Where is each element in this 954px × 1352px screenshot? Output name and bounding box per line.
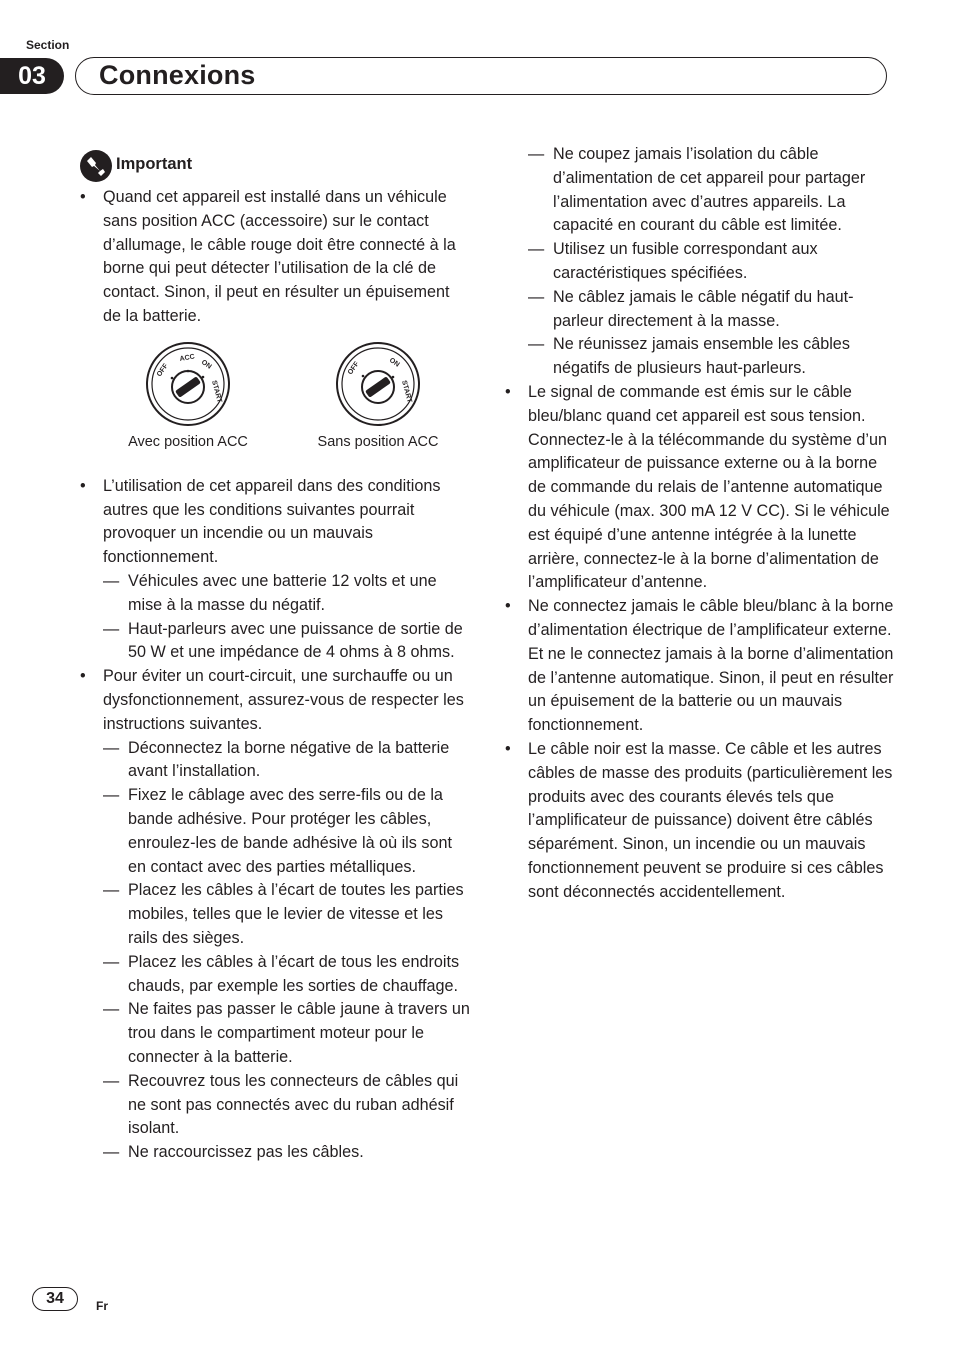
sub-list-item: — Ne câblez jamais le câble négatif du haut-parleur directement à la masse. — [528, 286, 895, 334]
list-item: • Le signal de commande est émis sur le câble bleu/blanc quand cet appareil est sous tension. Connectez-le à la télécommande du système d’un amplificateur de puissance externe ou à la borne de commande du relais de l’antenne automatique du véhicule (max. 300 mA 12 V CC). Si le véhicule est équipé d’une antenne intégrée à la lunette arrière, connectez-le à la borne d’alimentation de l’amplificateur d’antenne. — [503, 381, 895, 595]
section-label: Section — [26, 38, 70, 52]
ignition-without-acc — [308, 341, 448, 455]
important-heading — [78, 150, 470, 184]
bullet-text: L’utilisation de cet appareil dans des conditions autres que les conditions suivantes pourrait provoquer un incendie ou un mauvais fonctionnement. — [103, 476, 441, 567]
ignition-key-figure — [78, 341, 470, 469]
ignition-switch-no-acc-icon — [335, 341, 421, 427]
with-acc-caption: Avec position ACC — [128, 433, 248, 450]
important-list — [78, 186, 470, 329]
label-off: OFF — [155, 362, 170, 378]
label-start: START — [210, 379, 223, 404]
list-item — [78, 665, 470, 1165]
important-list-right — [503, 381, 895, 905]
page-title: Connexions — [99, 60, 256, 90]
ignition-with-acc — [118, 341, 258, 455]
label-off: OFF — [346, 360, 361, 376]
sub-list-item: — Fixez le câblage avec des serre-fils ou de la bande adhésive. Pour protéger les câbles, enroulez-les de bande adhésive là où ils sont en contact avec des parties métalliques. — [103, 784, 470, 879]
without-acc-caption: Sans position ACC — [317, 433, 439, 450]
sub-list-item: — Utilisez un fusible correspondant aux caractéristiques spécifiées. — [528, 238, 895, 286]
label-on: ON — [387, 356, 401, 369]
page-number: 34 — [32, 1287, 78, 1311]
sub-list — [103, 570, 470, 665]
important-label: Important — [116, 155, 193, 173]
ignition-switch-acc-icon — [145, 341, 231, 427]
sub-list-item: — Ne raccourcissez pas les câbles. — [103, 1141, 470, 1165]
section-title-box — [75, 57, 887, 95]
sub-list-continued — [528, 143, 895, 381]
list-item: • Le câble noir est la masse. Ce câble et les autres câbles de masse des produits (particulièrement les produits avec des courants élevés tels que l’amplificateur de puissance) doivent être câblés séparément. Sinon, un incendie ou un mauvais fonctionnement peuvent se produire si ces câbles sont déconnectés accidentellement. — [503, 738, 895, 905]
sub-list-item: — Placez les câbles à l’écart de toutes les parties mobiles, telles que le levier de vitesse et les rails des sièges. — [103, 879, 470, 950]
sub-list-item: — Ne réunissez jamais ensemble les câbles négatifs de plusieurs haut-parleurs. — [528, 333, 895, 381]
list-item: • Quand cet appareil est installé dans un véhicule sans position ACC (accessoire) sur le contact d’allumage, le câble rouge doit être connecté à la borne qui peut détecter l’utilisation de la clé de contact. Sinon, il peut en résulter un épuisement de la batterie. — [78, 186, 470, 329]
label-on: ON — [199, 358, 213, 371]
sub-list-item: — Ne coupez jamais l’isolation du câble d’alimentation de cet appareil pour partager l’alimentation avec d’autres appareils. La capacité en courant du câble est limitée. — [528, 143, 895, 238]
important-wrench-icon — [80, 150, 112, 182]
list-item: • Ne connectez jamais le câble bleu/blanc à la borne d’alimentation électrique de l’amplificateur externe. Et ne le connectez jamais à la borne d’alimentation de l’antenne automatique. Sinon, il peut en résulter un épuisement de la batterie ou un mauvais fonctionnement. — [503, 595, 895, 738]
label-acc: ACC — [179, 353, 196, 363]
label-start: START — [400, 379, 413, 404]
sub-list-item: — Déconnectez la borne négative de la batterie avant l’installation. — [103, 737, 470, 785]
sub-list-item: — Ne faites pas passer le câble jaune à travers un trou dans le compartiment moteur pour le connecter à la batterie. — [103, 998, 470, 1069]
left-column — [78, 150, 470, 1165]
sub-list — [103, 737, 470, 1165]
sub-list-item: — Recouvrez tous les connecteurs de câbles qui ne sont pas connectés avec du ruban adhésif isolant. — [103, 1070, 470, 1141]
right-column — [503, 143, 895, 905]
list-item — [78, 475, 470, 665]
bullet-text: Pour éviter un court-circuit, une surchauffe ou un dysfonctionnement, assurez-vous de respecter les instructions suivantes. — [103, 667, 464, 733]
language-code: Fr — [96, 1299, 108, 1313]
sub-list-item: — Véhicules avec une batterie 12 volts et une mise à la masse du négatif. — [103, 570, 470, 618]
section-number: 03 — [0, 58, 64, 94]
sub-list-item: — Placez les câbles à l’écart de tous les endroits chauds, par exemple les sorties de chauffage. — [103, 951, 470, 999]
important-list-continued — [78, 475, 470, 1165]
sub-list-item: — Haut-parleurs avec une puissance de sortie de 50 W et une impédance de 4 ohms à 8 ohms. — [103, 618, 470, 666]
